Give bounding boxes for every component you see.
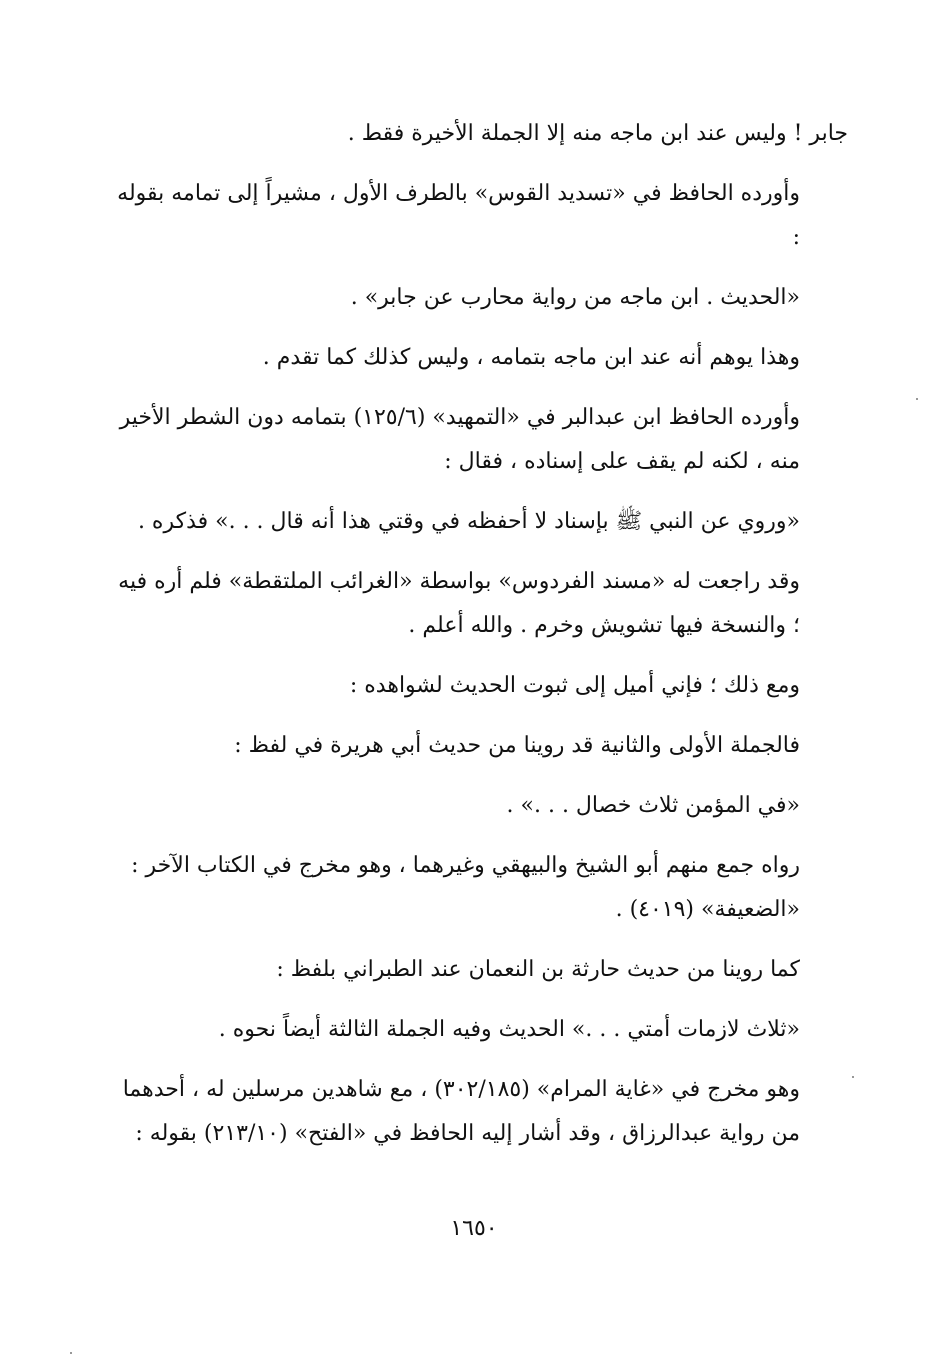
paragraph: وقد راجعت له «مسند الفردوس» بواسطة «الغرائب الملتقطة» فلم أره فيه ؛ والنسخة فيها تشويش وخرم . والله أعلم . — [118, 569, 800, 638]
paragraph: وأورده الحافظ في «تسديد القوس» بالطرف الأول ، مشيراً إلى تمامه بقوله : — [117, 181, 800, 250]
page-number: ١٦٥٠ — [450, 1216, 498, 1241]
scan-speck — [852, 1076, 854, 1078]
paragraph: ومع ذلك ؛ فإني أميل إلى ثبوت الحديث لشواهده : — [349, 673, 800, 698]
paragraph: «ثلاث لازمات أمتي . . .» الحديث وفيه الجملة الثالثة أيضاً نحوه . — [218, 1017, 800, 1042]
paragraph: فالجملة الأولى والثانية قد روينا من حديث أبي هريرة في لفظ : — [234, 733, 800, 758]
paragraph: «وروي عن النبي ﷺ بإسناد لا أحفظه في وقتي هذا أنه قال . . .» فذكره . — [137, 509, 800, 534]
scan-speck — [916, 398, 918, 400]
paragraph: رواه جمع منهم أبو الشيخ والبيهقي وغيرهما ، وهو مخرج في الكتاب الآخر : «الضعيفة» (٤٠١٩) . — [131, 853, 800, 922]
paragraph: «في المؤمن ثلاث خصال . . .» . — [506, 793, 800, 818]
scan-speck — [70, 1352, 72, 1354]
paragraph: جابر ! وليس عند ابن ماجه منه إلا الجملة الأخيرة فقط . — [347, 121, 848, 146]
paragraph: وهذا يوهم أنه عند ابن ماجه بتمامه ، وليس كذلك كما تقدم . — [262, 345, 800, 370]
paragraph: وأورده الحافظ ابن عبدالبر في «التمهيد» (١٢٥/٦) بتمامه دون الشطر الأخير منه ، لكنه لم يقف على إسناده ، فقال : — [119, 405, 800, 474]
paragraph: «الحديث . ابن ماجه من رواية محارب عن جابر» . — [350, 285, 800, 310]
body-text — [108, 112, 848, 1172]
paragraph: كما روينا من حديث حارثة بن النعمان عند الطبراني بلفظ : — [276, 957, 800, 982]
paragraph: وهو مخرج في «غاية المرام» (٣٠٢/١٨٥) ، مع شاهدين مرسلين له ، أحدهما من رواية عبدالرزاق ، وقد أشار إليه الحافظ في «الفتح» (٢١٣/١٠) بقوله : — [122, 1077, 800, 1146]
